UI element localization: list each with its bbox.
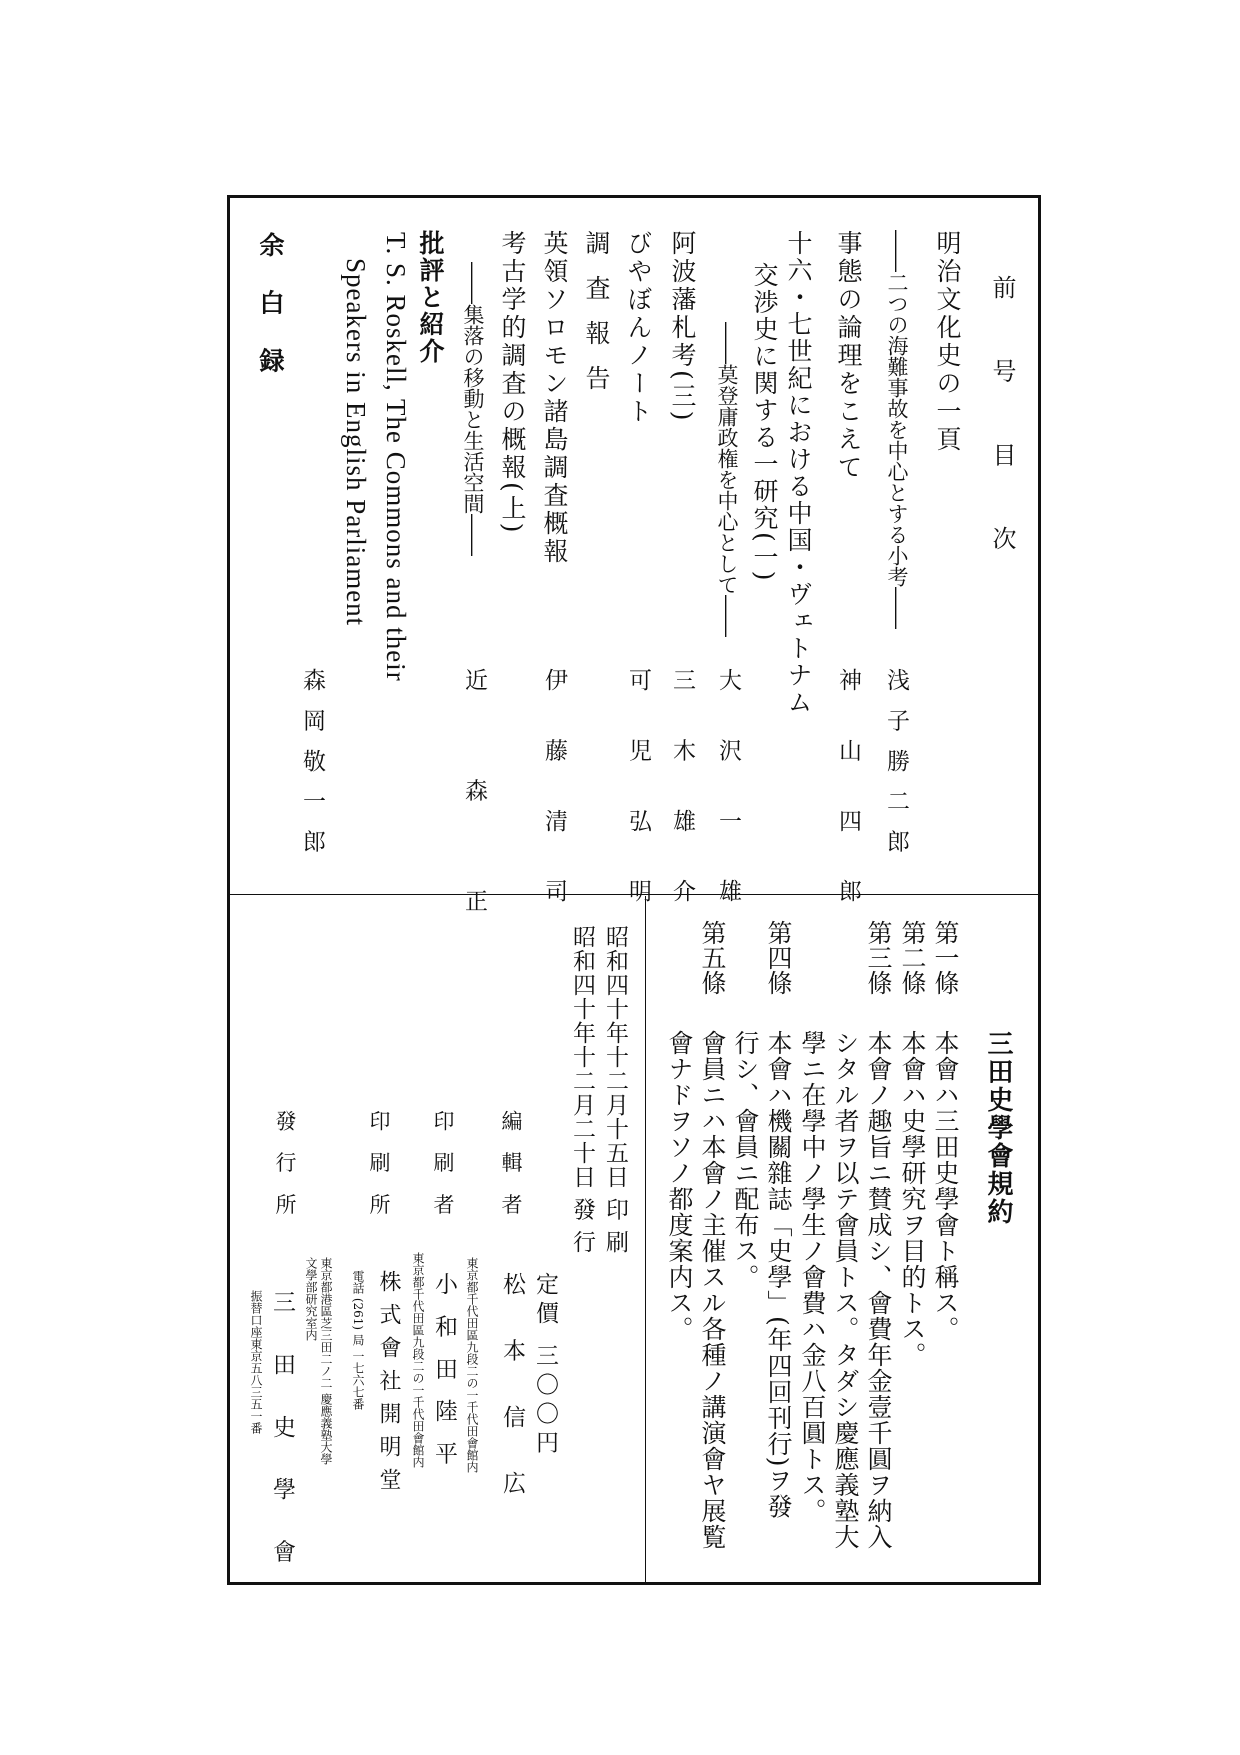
toc-item-title: 事態の論理をこえて [834,230,863,482]
rule-article-label: 第五條 [698,920,727,995]
issue-date: 昭和四十年十二月二十日 發 行 [569,925,595,1254]
toc-item-author: 伊 藤 清 司 [541,668,567,922]
rule-article-label: 第四條 [764,920,793,995]
press-phone: 電話 (261) 局 一七六七番 [351,1270,365,1410]
toc-item-author: 森 岡 敬 一 郎 [299,668,325,858]
toc-item-subtitle: ――莫登庸政権を中心として―― [715,322,739,637]
press-label: 印 刷 所 [367,1110,391,1222]
publisher-name: 三 田 史 學 會 [269,1290,295,1579]
toc-item-author: 三 木 雄 介 [669,668,695,922]
rule-article-label: 第一條 [931,920,960,995]
toc-item-title: 十六・七世紀における中国・ヴェトナム [784,230,813,716]
rule-article-cont: 學ニ在學中ノ學生ノ會費ハ金八百圓トス。 [798,1030,827,1524]
press-name: 株 式 會 社 開 明 堂 [376,1270,401,1492]
rule-article-cont: シタル者ヲ以テ會員トス。タダシ慶應義塾大 [831,1030,860,1550]
publisher-label: 發 行 所 [273,1110,297,1222]
vertical-divider [645,896,646,1583]
toc-heading: 前 号 目 次 [988,275,1016,576]
printer-label: 印 刷 者 [431,1110,455,1222]
rules-title: 三田史學會規約 [983,1030,1013,1226]
rule-article-label: 第二條 [898,920,927,995]
publisher-address-1: 東京都港區芝三田二ノ二 慶應義塾大學 [319,1257,333,1465]
editor-address: 東京都千代田區九段二の一千代田會館内 [465,1257,479,1473]
toc-section-heading: 余 白 録 [256,232,285,385]
toc-item-title: 考古学的調査の概報(上) [498,230,527,536]
rule-article-cont: 會ナドヲソノ都度案内ス。 [665,1030,694,1342]
rule-article-text: 會員ニハ本會ノ主催スル各種ノ講演會ヤ展覧 [698,1030,727,1550]
toc-section-heading: 批評と紹介 [416,230,445,365]
toc-item-title: びやぼんノート [624,230,653,426]
toc-item-author: 浅 子 勝 二 郎 [883,668,909,858]
editor-name: 松 本 信 広 [499,1272,525,1512]
toc-item-author: 神 山 四 郎 [835,668,861,922]
toc-item-title-cont: Speakers in English Parliament [341,258,371,627]
toc-item-title: T. S. Roskell, The Commons and their [381,232,411,682]
print-date: 昭和四十年十二月十五日 印 刷 [602,925,628,1254]
publisher-address-2: 文學部研究室内 [304,1257,318,1341]
toc-item-title: 阿波藩札考(三) [668,230,697,424]
toc-item-subtitle: ――二つの海難事故を中心とする小考―― [885,230,909,629]
publisher-transfer: 振替口座東京五八三五一番 [249,1290,263,1434]
toc-item-author: 近 森 正 [461,668,487,952]
printer-name: 小 和 田 陸 平 [431,1272,457,1471]
printer-address: 東京都千代田區九段二の一千代田會館内 [411,1252,425,1468]
toc-section-heading: 調 査 報 告 [582,230,611,396]
toc-item-author: 可 児 弘 明 [625,668,651,922]
rule-article-text: 本會ノ趣旨ニ賛成シ、會費年金壹千圓ヲ納入 [864,1030,893,1550]
toc-item-subtitle: ――集落の移動と生活空間―― [461,262,485,556]
toc-item-title: 明治文化史の一頁 [933,230,962,454]
editor-label: 編 輯 者 [499,1110,523,1222]
rule-article-cont: 行シ、會員ニ配布ス。 [731,1030,760,1290]
price: 定價 三〇〇円 [532,1272,558,1460]
rule-article-text: 本會ハ史學研究ヲ目的トス。 [898,1030,927,1368]
toc-item-author: 大 沢 一 雄 [715,668,741,922]
toc-item-title: 英領ソロモン諸島調査概報 [540,230,569,566]
rule-article-text: 本會ハ機關雜誌「史學」(年四回刊行)ヲ發 [764,1030,793,1520]
toc-item-title-cont: 交渉史に関する一研究(一) [750,262,779,583]
rule-article-label: 第三條 [864,920,893,995]
rule-article-text: 本會ハ三田史學會ト稱ス。 [931,1030,960,1342]
